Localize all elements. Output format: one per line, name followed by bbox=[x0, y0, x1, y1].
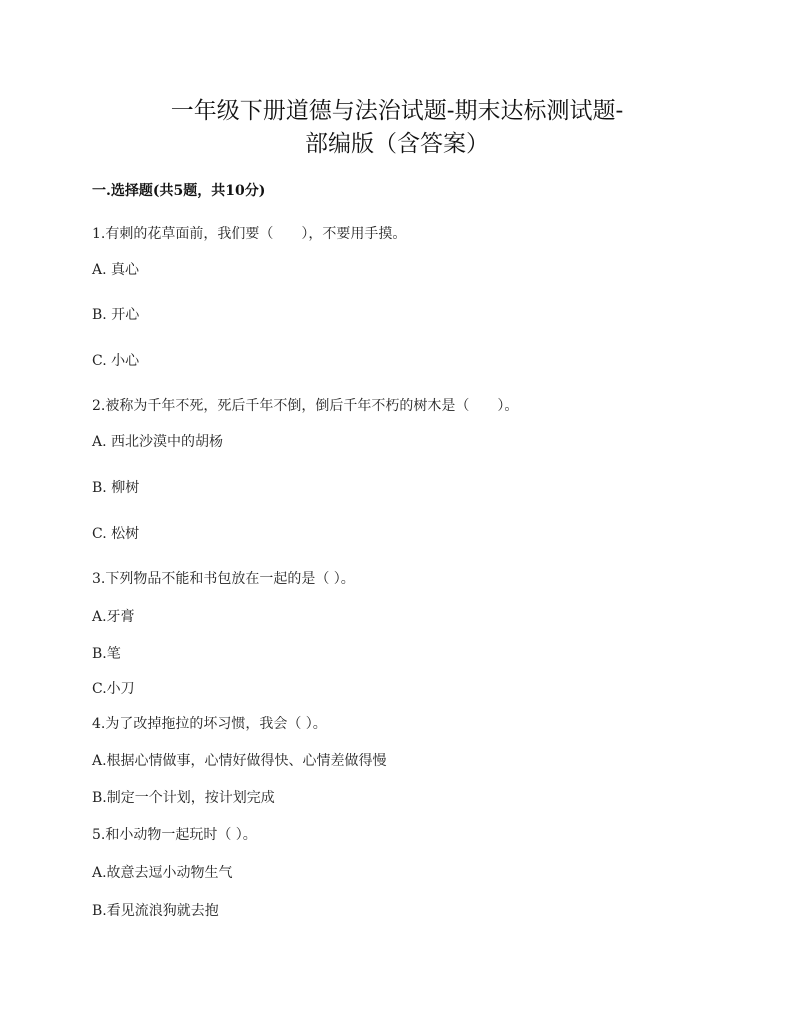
question-3-option-a: A.牙膏 bbox=[92, 609, 135, 625]
document-title-line-2: 部编版（含答案） bbox=[305, 131, 489, 157]
question-5-option-a: A.故意去逗小动物生气 bbox=[92, 865, 233, 881]
question-1-option-b: B. 开心 bbox=[92, 307, 140, 323]
question-2-option-c: C. 松树 bbox=[92, 526, 140, 542]
question-2-stem: 2.被称为千年不死，死后千年不倒，倒后千年不朽的树木是（ ）。 bbox=[92, 398, 519, 414]
question-2-option-b: B. 柳树 bbox=[92, 480, 140, 496]
question-1-option-a: A. 真心 bbox=[92, 262, 140, 278]
question-4-stem: 4.为了改掉拖拉的坏习惯，我会（ ）。 bbox=[92, 716, 327, 732]
question-5-option-b: B.看见流浪狗就去抱 bbox=[92, 903, 219, 919]
question-4-option-b: B.制定一个计划，按计划完成 bbox=[92, 790, 275, 806]
question-3-option-b: B.笔 bbox=[92, 646, 121, 662]
question-4-option-a: A.根据心情做事，心情好做得快、心情差做得慢 bbox=[92, 753, 387, 769]
question-1-option-c: C. 小心 bbox=[92, 353, 140, 369]
question-1-stem: 1.有刺的花草面前，我们要（ ），不要用手摸。 bbox=[92, 226, 407, 242]
question-5-stem: 5.和小动物一起玩时（ ）。 bbox=[92, 827, 257, 843]
question-3-stem: 3.下列物品不能和书包放在一起的是（ ）。 bbox=[92, 571, 355, 587]
question-2-option-a: A. 西北沙漠中的胡杨 bbox=[92, 434, 224, 450]
document-title-line-1: 一年级下册道德与法治试题-期末达标测试题- bbox=[170, 98, 624, 124]
section-heading: 一.选择题(共5题，共10分) bbox=[92, 183, 266, 199]
question-3-option-c: C.小刀 bbox=[92, 681, 135, 697]
